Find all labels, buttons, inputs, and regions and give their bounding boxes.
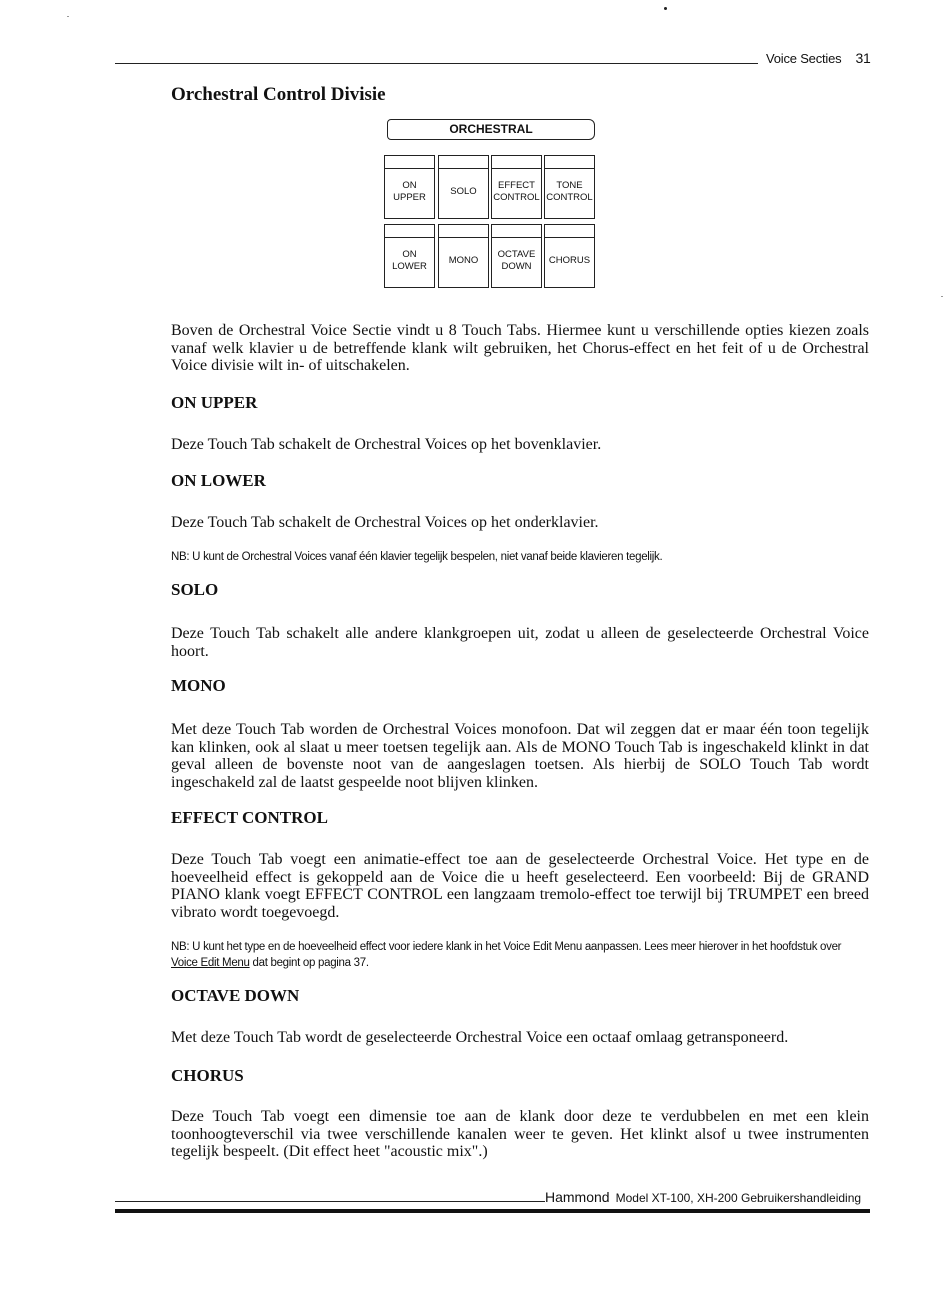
heading-octave-down: OCTAVE DOWN (171, 986, 300, 1005)
effect-control-note (171, 939, 869, 971)
solo-text: Deze Touch Tab schakelt alle andere klankgroepen uit, zodat u alleen de geselecteerde Orchestral Voice hoort. (171, 625, 869, 660)
heading-on-upper: ON UPPER (171, 393, 258, 412)
voice-edit-menu-reference: Voice Edit Menu (171, 957, 250, 969)
tab-label: MONO (448, 255, 479, 266)
running-footer (545, 1189, 861, 1205)
tab-label: CHORUS (548, 255, 591, 266)
footer-bar (115, 1209, 870, 1213)
tab-label: EFFECT CONTROL (493, 180, 540, 203)
on-lower-note: NB: U kunt de Orchestral Voices vanaf één klavier tegelijk bespelen, niet vanaf beide klavieren tegelijk. (171, 551, 663, 563)
on-lower-text: Deze Touch Tab schakelt de Orchestral Voices op het onderklavier. (171, 514, 599, 531)
tab-tone-control (544, 155, 595, 219)
running-header (766, 50, 871, 66)
mono-text: Met deze Touch Tab worden de Orchestral Voices monofoon. Dat wil zeggen dat er maar één toon tegelijk kan klinken, ook al slaat u meer toetsen tegelijk aan. Als de MONO Touch Tab is ingeschakeld klinkt in dat geval alleen de bovenste noot van de aangeslagen toetsen. Als hierbij de SOLO Touch Tab wordt ingeschakeld zal de laatst gespeelde noot blijven klinken. (171, 721, 869, 791)
tab-mono (438, 224, 489, 288)
brand-name: Hammond (545, 1189, 610, 1205)
heading-chorus: CHORUS (171, 1066, 244, 1085)
tab-label: SOLO (450, 186, 477, 197)
tab-label: TONE CONTROL (546, 180, 593, 203)
heading-effect-control: EFFECT CONTROL (171, 808, 328, 827)
tab-octave-down (491, 224, 542, 288)
page-title: Orchestral Control Divisie (171, 84, 386, 105)
margin-mark (67, 16, 69, 17)
footer-model: Model XT-100, XH-200 Gebruikershandleiding (615, 1191, 862, 1205)
page-number: 31 (855, 50, 871, 66)
chorus-text: Deze Touch Tab voegt een dimensie toe aan de klank door deze te verdubbelen en met een klein toonhoogteverschil via twee verschillende kanalen weer te geven. Het klinkt alsof u twee instrumenten tegelijk bespeelt. (Dit effect heet "acoustic mix".) (171, 1108, 869, 1160)
orchestral-panel-title: ORCHESTRAL (387, 119, 595, 140)
note-text-end: dat begint op pagina 37. (249, 957, 369, 969)
header-section: Voice Secties (766, 51, 842, 66)
tab-label: ON LOWER (392, 249, 427, 272)
header-rule (115, 63, 758, 64)
tab-on-lower (384, 224, 435, 288)
heading-on-lower: ON LOWER (171, 471, 266, 490)
margin-mark (941, 296, 943, 297)
footer-rule (115, 1201, 545, 1202)
heading-solo: SOLO (171, 580, 219, 599)
tab-solo (438, 155, 489, 219)
octave-down-text: Met deze Touch Tab wordt de geselecteerde Orchestral Voice een octaaf omlaag getransponeerd. (171, 1029, 789, 1046)
tab-on-upper (384, 155, 435, 219)
tab-chorus (544, 224, 595, 288)
tab-label: OCTAVE DOWN (497, 249, 536, 272)
on-upper-text: Deze Touch Tab schakelt de Orchestral Voices op het bovenklavier. (171, 436, 602, 453)
print-dot (664, 7, 667, 10)
note-text: NB: U kunt het type en de hoeveelheid effect voor iedere klank in het Voice Edit Menu aanpassen. Lees meer hierover in het hoofdstuk over (171, 941, 842, 953)
intro-paragraph: Boven de Orchestral Voice Sectie vindt u 8 Touch Tabs. Hiermee kunt u verschillende opties kiezen zoals vanaf welk klavier u de betreffende klank wilt gebruiken, het Chorus-effect en het feit of u de Orchestral Voice divisie wilt in- of uitschakelen. (171, 322, 869, 374)
tab-label: ON UPPER (393, 180, 426, 203)
tab-effect-control (491, 155, 542, 219)
effect-control-text: Deze Touch Tab voegt een animatie-effect toe aan de geselecteerde Orchestral Voice. Het type en de hoeveelheid effect is gekoppeld aan de Voice die u heeft geselecteerd. Een voorbeeld: Bij de GRAND PIANO klank voegt EFFECT CONTROL een langzaam tremolo-effect toe terwijl bij TRUMPET een breed vibrato wordt toegevoegd. (171, 851, 869, 921)
heading-mono: MONO (171, 676, 226, 695)
